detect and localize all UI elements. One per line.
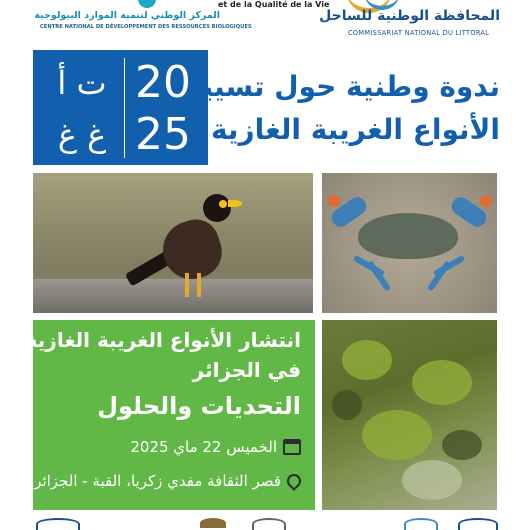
blue-crab-photo: [322, 173, 497, 313]
year-top: 20: [135, 57, 191, 108]
cndrb-arabic-name: المركز الوطني لتنمية الموارد البيولوجية: [34, 10, 220, 21]
partner-logo: [200, 518, 226, 528]
title-line-2: الأنواع الغريبة الغازية: [210, 113, 500, 146]
partner-logo: [252, 518, 286, 530]
algae-shadow: [442, 430, 482, 460]
info-heading-1: انتشار الأنواع الغريبة الغازية: [25, 328, 301, 352]
cnl-logo: [319, 0, 500, 42]
cnl-french-name: COMMISSARIAT NATIONAL DU LITTORAL: [348, 29, 490, 37]
year-box: [33, 50, 208, 165]
calendar-icon: [283, 439, 301, 455]
algae-patch: [342, 340, 392, 380]
cnl-arabic-name: المحافظة الوطنية للساحل: [319, 8, 500, 24]
photo-wall: [33, 279, 313, 313]
bird-leg: [197, 273, 201, 297]
title-line-1: ندوة وطنية حول تسيير: [185, 70, 500, 103]
crab-claw-tip: [328, 195, 340, 207]
header: [0, 0, 526, 44]
bird-body: [155, 213, 228, 286]
location-pin-icon: [284, 471, 304, 491]
footer-logos: [0, 512, 526, 526]
crab-claw-tip: [480, 195, 492, 207]
water-drop-icon: [138, 0, 156, 8]
partner-logo: [404, 518, 438, 530]
partner-logo: [458, 518, 498, 530]
bird-leg: [185, 273, 189, 297]
info-panel: [25, 320, 315, 510]
algae-patch: [402, 460, 462, 500]
algae-shadow: [332, 390, 362, 420]
myna-bird-photo: [33, 173, 313, 313]
info-heading-3: التحديات والحلول: [97, 392, 301, 420]
bird-head: [203, 194, 231, 222]
year-bottom: 25: [135, 109, 191, 160]
event-venue-row: [34, 472, 301, 490]
info-heading-2: في الجزائر: [192, 358, 301, 382]
crab-shell: [358, 213, 458, 259]
event-date: الخميس 22 ماي 2025: [130, 438, 277, 456]
ministry-text: et de la Qualité de la Vie: [218, 0, 330, 9]
partner-logo: [36, 518, 80, 530]
letters-bottom: غ غ: [57, 116, 107, 154]
bird-beak: [228, 200, 242, 207]
cndrb-logo: [34, 0, 252, 38]
algae-patch: [412, 360, 472, 405]
cndrb-french-name: CENTRE NATIONAL DE DÉVELOPPEMENT DES RESSOURCES BIOLOGIQUES: [40, 24, 252, 30]
bird-eye-patch: [219, 200, 227, 208]
year-divider: [124, 58, 125, 158]
event-date-row: [130, 438, 301, 456]
invasive-algae-photo: [322, 320, 497, 510]
algae-patch: [362, 410, 432, 460]
crab-leg: [427, 260, 451, 291]
letters-top: ت أ: [57, 64, 107, 102]
crab-leg: [367, 260, 391, 291]
event-venue: قصر الثقافة مفدي زكريا، القبة - الجزائر: [34, 472, 281, 490]
